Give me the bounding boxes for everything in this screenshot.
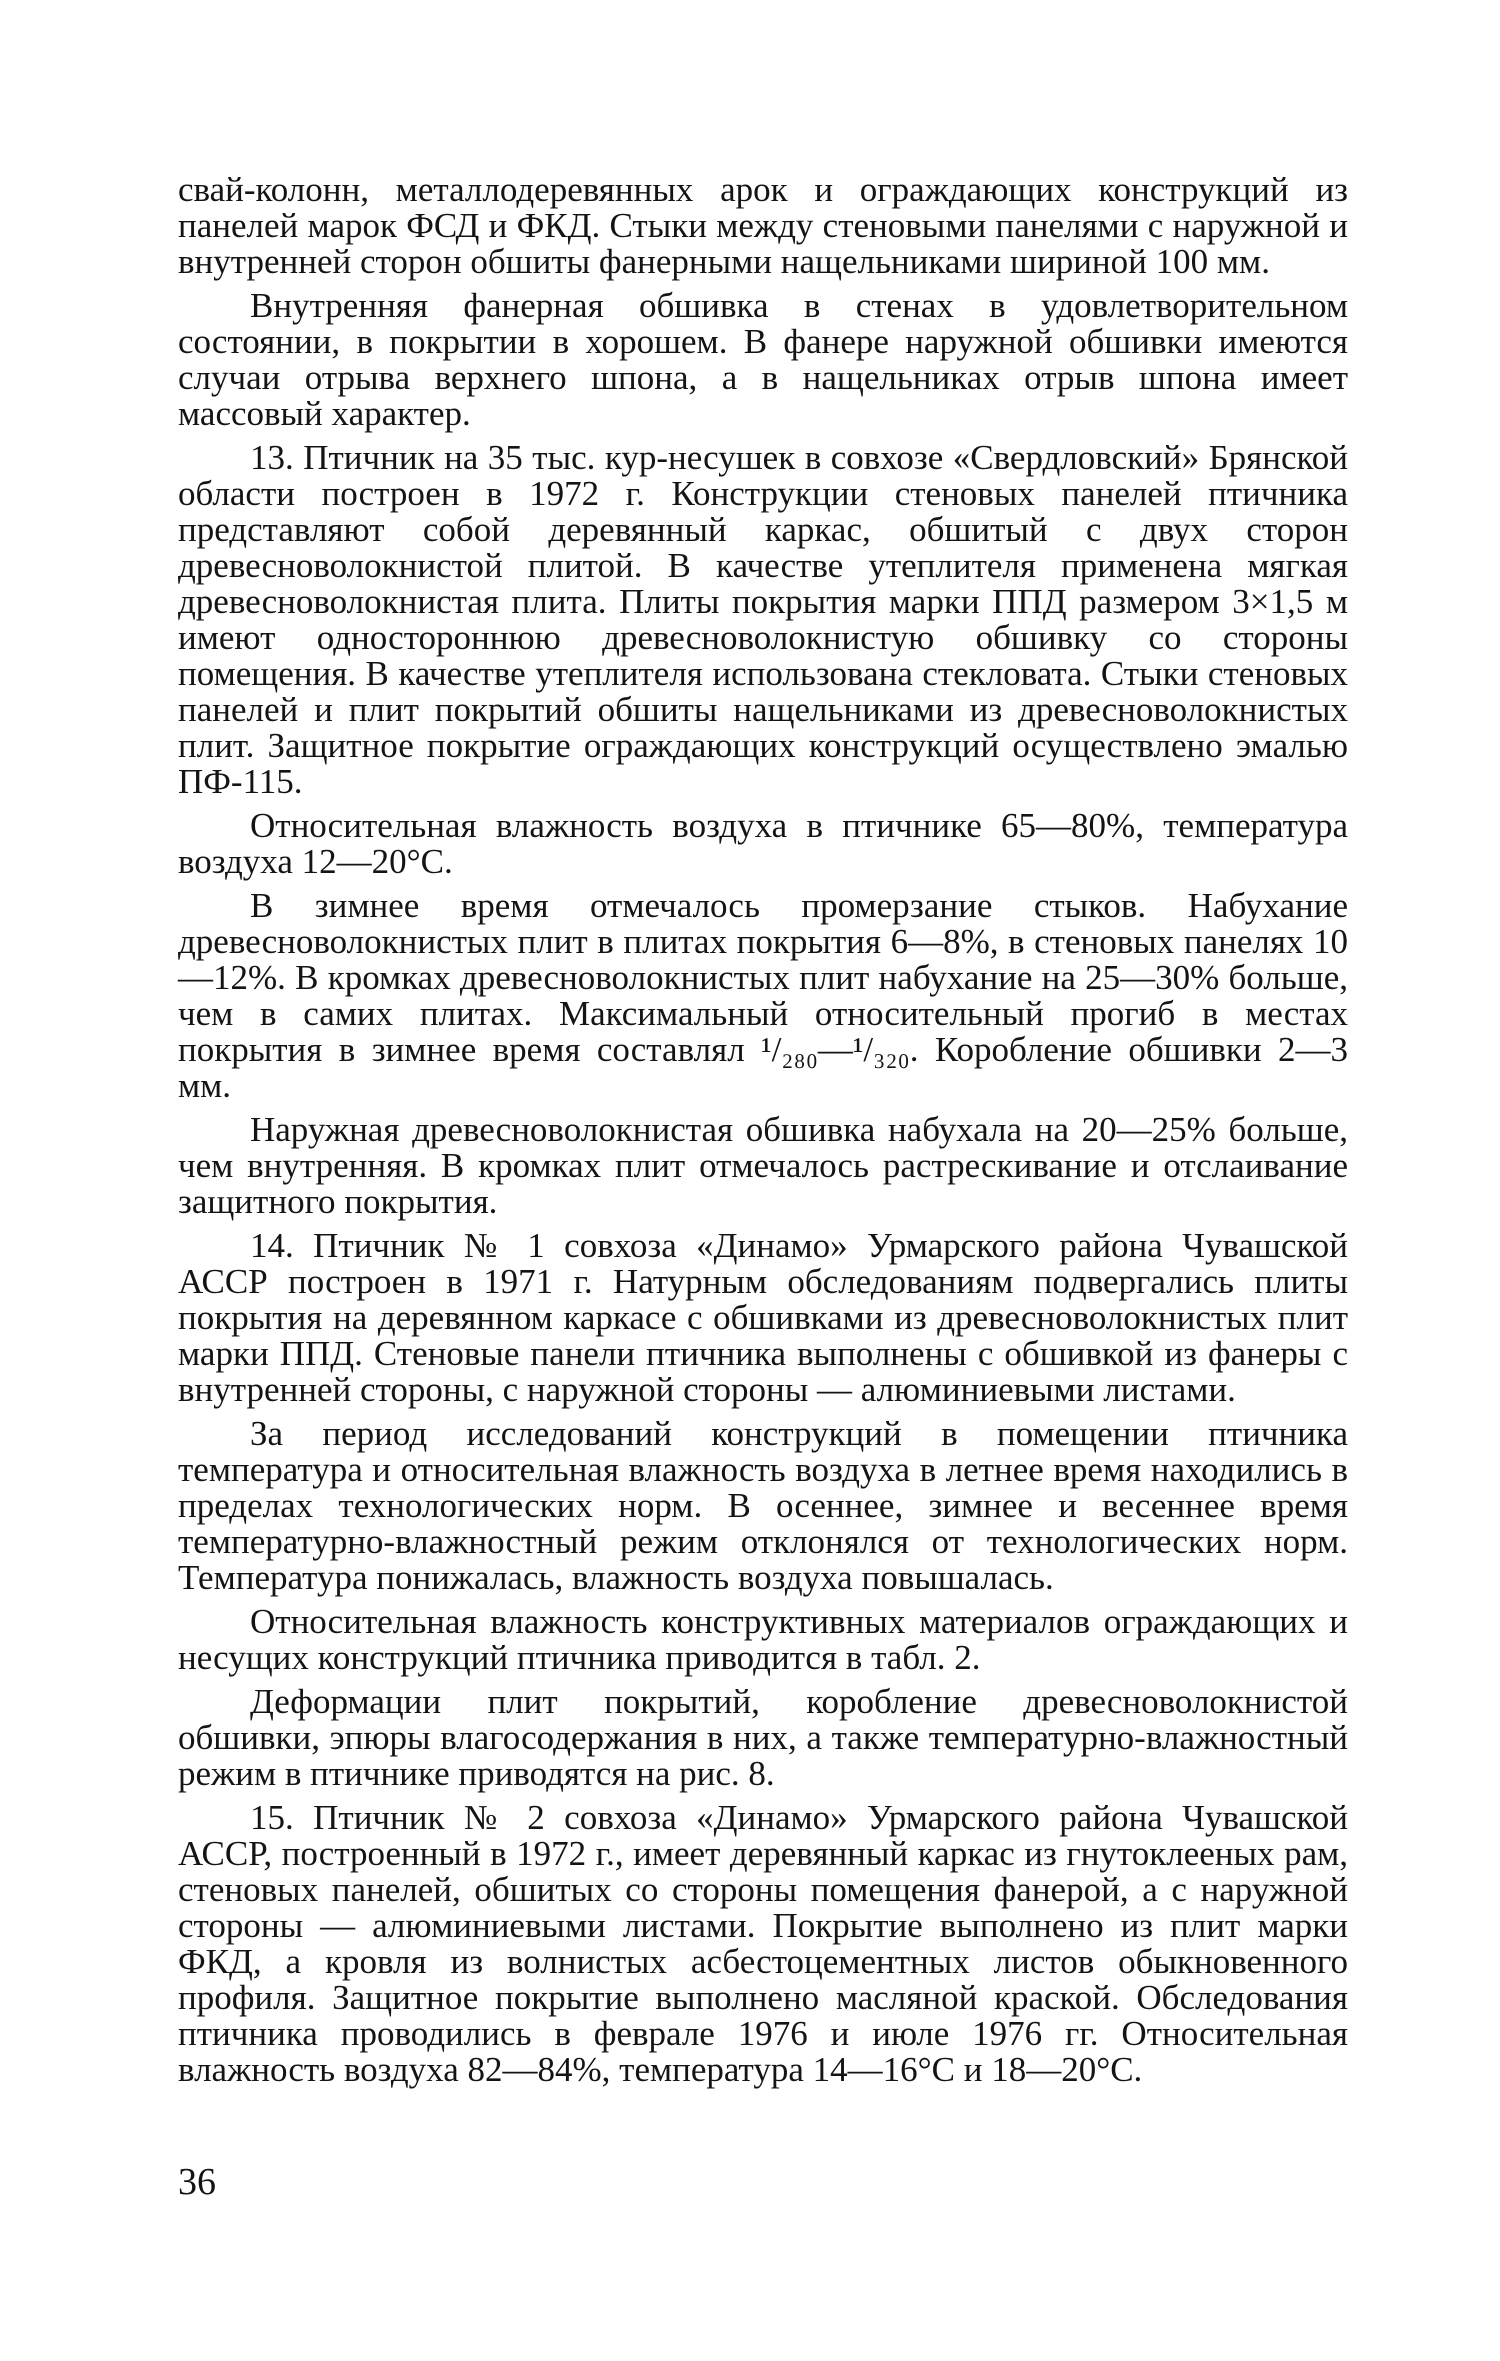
paragraph-continuation: свай-колонн, металлодеревянных арок и ограждающих конструкций из панелей марок ФСД и ФКД. Стыки между стеновыми панелями с наружной и внутренней сторон обшиты фанерными нащельниками шириной 100 мм. (178, 170, 1348, 281)
paragraph-item-14: 14. Птичник № 1 совхоза «Динамо» Урмарского района Чувашской АССР построен в 1971 г. Натурным обследованиям подвергались плиты покрытия на деревянном каркасе с обшивками из древесноволокнистых плит марки ППД. Стеновые панели птичника выполнены с обшивкой из фанеры с внутренней стороны, с наружной стороны — алюминиевыми листами. (178, 1226, 1348, 1409)
paragraph-figure-reference: Деформации плит покрытий, коробление древесноволокнистой обшивки, эпюры влагосодержания в них, а также температурно-влажностный режим в птичнике приводятся на рис. 8. (178, 1682, 1348, 1793)
page-number: 36 (178, 2161, 216, 2203)
paragraph-research-period: За период исследований конструкций в помещении птичника температура и относительная влажность воздуха в летнее время находились в пределах технологических норм. В осеннее, зимнее и весеннее время температурно-влажностный режим отклонялся от технологических норм. Температура понижалась, влажность воздуха повышалась. (178, 1414, 1348, 1597)
page-body (178, 172, 1348, 2096)
paragraph-humidity-13: Относительная влажность воздуха в птичнике 65—80%, температура воздуха 12—20°С. (178, 806, 1348, 881)
paragraph-winter-swelling: В зимнее время отмечалось промерзание стыков. Набухание древесноволокнистых плит в плитах покрытия 6—8%, в стеновых панелях 10—12%. В кромках древесноволокнистых плит набухание на 25—30% больше, чем в самих плитах. Максимальный относительный прогиб в местах покрытия в зимнее время составлял ¹/₂₈₀—¹/₃₂₀. Коробление обшивки 2—3 мм. (178, 886, 1348, 1105)
paragraph-item-13: 13. Птичник на 35 тыс. кур-несушек в совхозе «Свердловский» Брянской области построен в 1972 г. Конструкции стеновых панелей птичника представляют собой деревянный каркас, обшитый с двух сторон древесноволокнистой плитой. В качестве утеплителя применена мягкая древесноволокнистая плита. Плиты покрытия марки ППД размером 3×1,5 м имеют одностороннюю древесноволокнистую обшивку со стороны помещения. В качестве утеплителя использована стекловата. Стыки стеновых панелей и плит покрытий обшиты нащельниками из древесноволокнистых плит. Защитное покрытие ограждающих конструкций осуществлено эмалью ПФ-115. (178, 438, 1348, 801)
paragraph-veneer-condition: Внутренняя фанерная обшивка в стенах в удовлетворительном состоянии, в покрытии в хорошем. В фанере наружной обшивки имеются случаи отрыва верхнего шпона, а в нащельниках отрыв шпона имеет массовый характер. (178, 286, 1348, 433)
paragraph-outer-sheathing: Наружная древесноволокнистая обшивка набухала на 20—25% больше, чем внутренняя. В кромках плит отмечалось растрескивание и отслаивание защитного покрытия. (178, 1110, 1348, 1221)
paragraph-table-reference: Относительная влажность конструктивных материалов ограждающих и несущих конструкций птичника приводится в табл. 2. (178, 1602, 1348, 1677)
paragraph-item-15: 15. Птичник № 2 совхоза «Динамо» Урмарского района Чувашской АССР, построенный в 1972 г., имеет деревянный каркас из гнутоклееных рам, стеновых панелей, обшитых со стороны помещения фанерой, а с наружной стороны — алюминиевыми листами. Покрытие выполнено из плит марки ФКД, а кровля из волнистых асбестоцементных листов обыкновенного профиля. Защитное покрытие выполнено масляной краской. Обследования птичника проводились в феврале 1976 и июле 1976 гг. Относительная влажность воздуха 82—84%, температура 14—16°С и 18—20°С. (178, 1798, 1348, 2089)
